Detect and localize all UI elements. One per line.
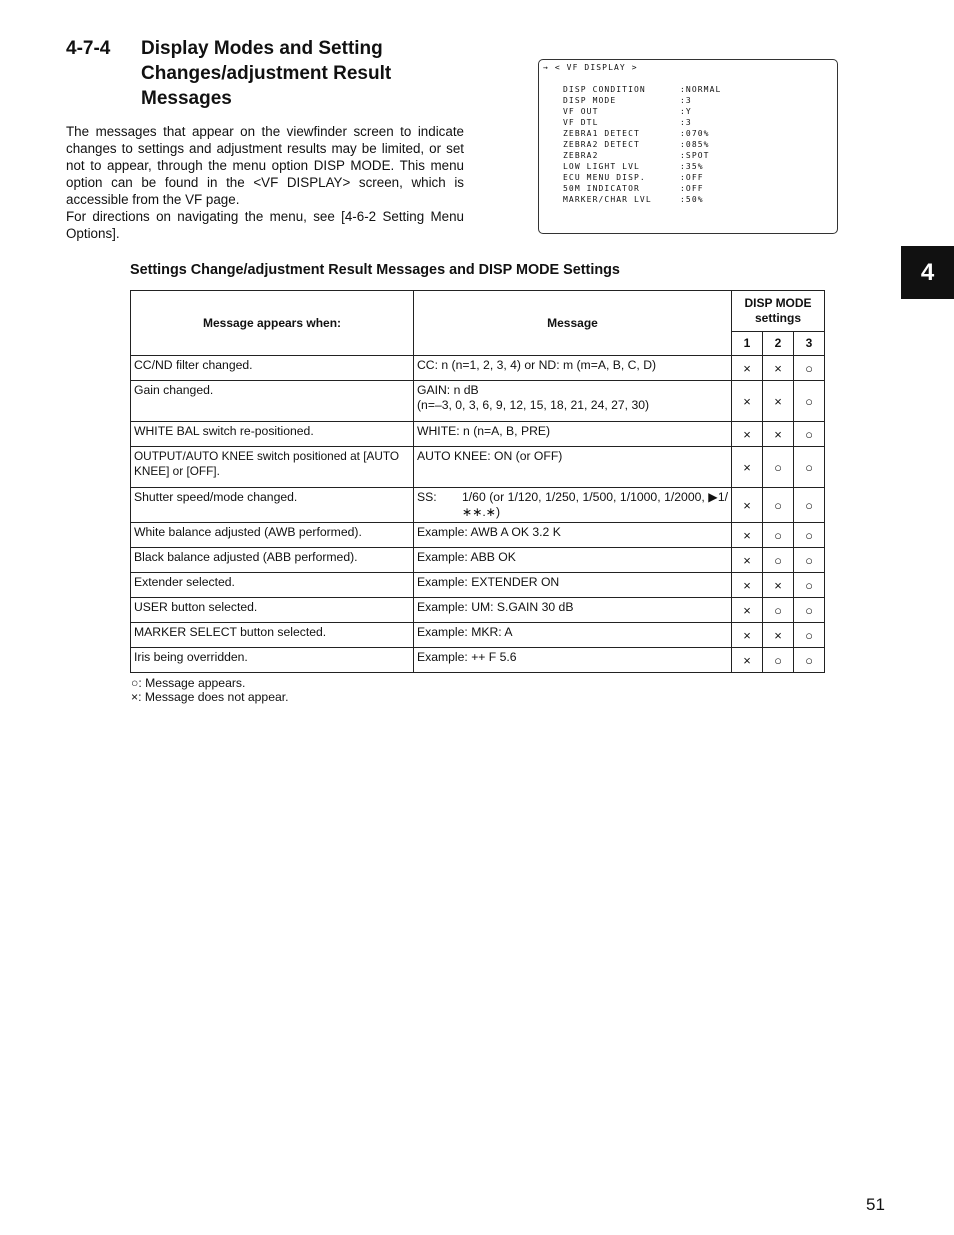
vf-row-value: :35% [680,162,704,171]
page-number: 51 [866,1195,885,1214]
vf-row [563,194,721,205]
vf-row [563,161,721,172]
cell-message-label: SS: [417,490,437,504]
cell-message: Example: MKR: A [414,623,732,648]
cell-mode-2: × [763,573,794,598]
cell-when: MARKER SELECT button selected. [131,623,414,648]
cell-mode-1: × [732,623,763,648]
cell-mode-2: ○ [763,648,794,673]
table-header-row [131,291,825,332]
intro-paragraph-2: For directions on navigating the menu, see [4-6-2 Setting Menu Options]. [66,209,464,241]
cell-mode-1: × [732,648,763,673]
vf-row [563,95,721,106]
cell-message [414,488,732,523]
cell-mode-3: ○ [794,648,825,673]
vf-row-label: DISP MODE [563,96,617,105]
cell-mode-2: × [763,381,794,422]
table-row [131,356,825,381]
cell-when: CC/ND filter changed. [131,356,414,381]
header-disp-mode: DISP MODE settings [732,291,825,332]
table-row [131,573,825,598]
cell-mode-3: ○ [794,381,825,422]
vf-row-label: ZEBRA2 [563,151,599,160]
cell-mode-3: ○ [794,447,825,488]
cell-message-line-2: (n=–3, 0, 3, 6, 9, 12, 15, 18, 21, 24, 27, 30) [417,398,650,412]
vf-row [563,128,721,139]
cell-mode-3: ○ [794,573,825,598]
vf-row-label: MARKER/CHAR LVL [563,195,652,204]
vf-display-rows [563,84,721,205]
vf-row-value: :3 [680,118,692,127]
cell-mode-1: × [732,488,763,523]
vf-row-value: :50% [680,195,704,204]
header-message: Message [414,291,732,356]
vf-row-label: ZEBRA2 DETECT [563,140,640,149]
cell-mode-3: ○ [794,356,825,381]
header-mode-3: 3 [794,332,825,356]
cell-when: Extender selected. [131,573,414,598]
cell-message: Example: EXTENDER ON [414,573,732,598]
vf-row [563,183,721,194]
messages-table [130,290,825,673]
table-row [131,523,825,548]
cell-when: Iris being overridden. [131,648,414,673]
vf-row [563,139,721,150]
cell-when: OUTPUT/AUTO KNEE switch positioned at [AUTO KNEE] or [OFF]. [131,447,414,488]
vf-row-value: :OFF [680,184,704,193]
legend-not-appear: ×: Message does not appear. [131,690,289,704]
table-row [131,381,825,422]
vf-row-label: ECU MENU DISP. [563,173,646,182]
cell-mode-2: × [763,356,794,381]
intro-text [66,123,464,242]
cell-message: Example: ++ F 5.6 [414,648,732,673]
vf-row [563,172,721,183]
vf-row-value: :085% [680,140,710,149]
vf-display-header: → < VF DISPLAY > [543,63,638,72]
cell-mode-1: × [732,523,763,548]
vf-row-label: ZEBRA1 DETECT [563,129,640,138]
cell-message: AUTO KNEE: ON (or OFF) [414,447,732,488]
cell-mode-2: × [763,422,794,447]
table-row [131,488,825,523]
cell-message: CC: n (n=1, 2, 3, 4) or ND: m (m=A, B, C, D) [414,356,732,381]
cell-mode-1: × [732,548,763,573]
header-when: Message appears when: [131,291,414,356]
vf-row-value: :OFF [680,173,704,182]
table-row [131,623,825,648]
cell-mode-1: × [732,381,763,422]
cell-mode-1: × [732,598,763,623]
vf-row-value: :070% [680,129,710,138]
table-row [131,648,825,673]
cell-mode-3: ○ [794,548,825,573]
section-number: 4-7-4 [66,38,111,59]
vf-row-value: :NORMAL [680,85,722,94]
table-row [131,447,825,488]
vf-display-screen [538,59,838,234]
vf-row-label: DISP CONDITION [563,85,646,94]
cell-mode-2: ○ [763,523,794,548]
vf-row [563,84,721,95]
cell-mode-2: ○ [763,488,794,523]
table-row [131,422,825,447]
section-title: Display Modes and Setting Changes/adjustment Result Messages [141,38,392,109]
cell-when: Gain changed. [131,381,414,422]
cell-message [414,381,732,422]
cell-mode-1: × [732,422,763,447]
cell-mode-2: ○ [763,447,794,488]
vf-row [563,106,721,117]
cell-mode-1: × [732,573,763,598]
vf-row [563,117,721,128]
cell-mode-2: ○ [763,598,794,623]
legend-appears: ○: Message appears. [131,676,246,690]
cell-when: Black balance adjusted (ABB performed). [131,548,414,573]
cell-mode-1: × [732,356,763,381]
cell-mode-3: ○ [794,488,825,523]
vf-row-value: :Y [680,107,692,116]
cell-mode-3: ○ [794,523,825,548]
vf-row-label: LOW LIGHT LVL [563,162,640,171]
table-row [131,548,825,573]
cell-mode-3: ○ [794,623,825,648]
cell-message: Example: UM: S.GAIN 30 dB [414,598,732,623]
cell-mode-1: × [732,447,763,488]
vf-row-value: :3 [680,96,692,105]
vf-row-label: VF OUT [563,107,599,116]
cell-mode-3: ○ [794,422,825,447]
cell-message: Example: ABB OK [414,548,732,573]
cell-mode-2: × [763,623,794,648]
cell-message-line-1: GAIN: n dB [417,383,479,397]
header-mode-1: 1 [732,332,763,356]
cell-mode-2: ○ [763,548,794,573]
cell-message: WHITE: n (n=A, B, PRE) [414,422,732,447]
cell-when: Shutter speed/mode changed. [131,488,414,523]
cell-when: White balance adjusted (AWB performed). [131,523,414,548]
symbol-legend [131,676,289,704]
vf-row-value: :SPOT [680,151,710,160]
vf-row [563,150,721,161]
vf-row-label: 50M INDICATOR [563,184,640,193]
header-mode-2: 2 [763,332,794,356]
cell-message-value: 1/60 (or 1/120, 1/250, 1/500, 1/1000, 1/2000, ▶1/∗∗.∗) [462,490,728,519]
cell-mode-3: ○ [794,598,825,623]
cell-message: Example: AWB A OK 3.2 K [414,523,732,548]
intro-paragraph-1: The messages that appear on the viewfinder screen to indicate changes to settings and adjustment results may be limited, or set not to appear, through the menu option DISP MODE. This menu option can be found in the <VF DISPLAY> screen, which is accessible from the VF page. [66,124,464,207]
table-title: Settings Change/adjustment Result Messages and DISP MODE Settings [130,262,620,278]
cell-when: WHITE BAL switch re-positioned. [131,422,414,447]
vf-row-label: VF DTL [563,118,599,127]
chapter-tab: 4 [901,246,954,299]
table-row [131,598,825,623]
cell-when: USER button selected. [131,598,414,623]
